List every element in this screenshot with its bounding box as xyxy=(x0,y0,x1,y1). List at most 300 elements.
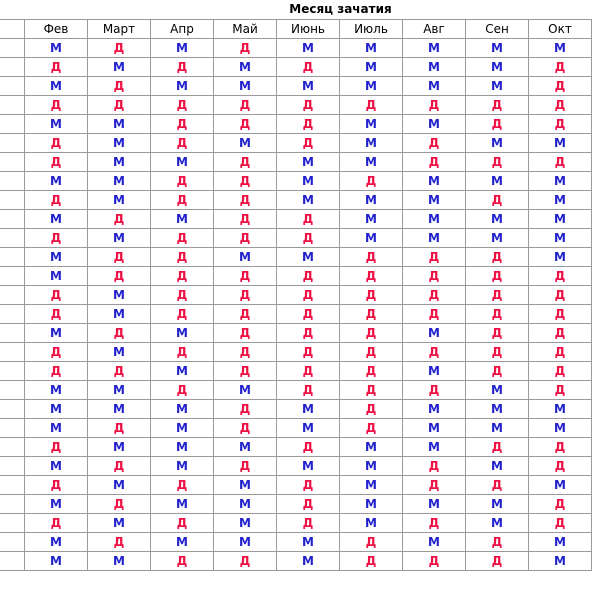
gender-cell: М xyxy=(403,362,466,381)
gender-cell: Д xyxy=(403,381,466,400)
gender-cell: М xyxy=(466,58,529,77)
month-header-may: Май xyxy=(214,20,277,39)
gender-cell: М xyxy=(529,229,592,248)
age-cell xyxy=(0,115,25,134)
gender-cell: Д xyxy=(466,153,529,172)
age-cell xyxy=(0,533,25,552)
gender-cell: Д xyxy=(277,362,340,381)
table-row xyxy=(0,476,592,495)
month-header-feb: Фев xyxy=(25,20,88,39)
gender-cell: М xyxy=(88,172,151,191)
gender-cell: М xyxy=(529,419,592,438)
gender-cell: Д xyxy=(466,267,529,286)
table-row xyxy=(0,248,592,267)
gender-cell: М xyxy=(529,248,592,267)
gender-cell: Д xyxy=(277,438,340,457)
gender-cell: Д xyxy=(340,267,403,286)
table-row xyxy=(0,96,592,115)
gender-cell: М xyxy=(88,552,151,571)
gender-cell: Д xyxy=(466,248,529,267)
gender-cell: Д xyxy=(340,552,403,571)
gender-cell: Д xyxy=(277,58,340,77)
table-row xyxy=(0,400,592,419)
gender-cell: М xyxy=(403,58,466,77)
gender-cell: Д xyxy=(25,438,88,457)
gender-cell: Д xyxy=(88,248,151,267)
age-cell xyxy=(0,39,25,58)
gender-cell: М xyxy=(529,400,592,419)
table-row xyxy=(0,533,592,552)
gender-cell: М xyxy=(88,134,151,153)
gender-cell: М xyxy=(151,533,214,552)
gender-cell: Д xyxy=(529,343,592,362)
gender-cell: Д xyxy=(340,362,403,381)
gender-cell: М xyxy=(151,210,214,229)
age-cell xyxy=(0,153,25,172)
gender-cell: Д xyxy=(88,267,151,286)
gender-cell: М xyxy=(25,324,88,343)
gender-cell: М xyxy=(466,457,529,476)
gender-cell: Д xyxy=(529,457,592,476)
gender-cell: М xyxy=(466,172,529,191)
gender-cell: Д xyxy=(88,533,151,552)
gender-cell: М xyxy=(340,438,403,457)
gender-cell: Д xyxy=(403,457,466,476)
gender-cell: Д xyxy=(88,324,151,343)
gender-cell: М xyxy=(340,210,403,229)
gender-cell: М xyxy=(340,134,403,153)
gender-cell: М xyxy=(403,324,466,343)
month-header-aug: Авг xyxy=(403,20,466,39)
age-cell xyxy=(0,96,25,115)
table-row xyxy=(0,324,592,343)
gender-cell: Д xyxy=(151,172,214,191)
gender-cell: М xyxy=(151,419,214,438)
table-row xyxy=(0,153,592,172)
gender-cell: Д xyxy=(214,115,277,134)
gender-cell: М xyxy=(25,381,88,400)
gender-cell: М xyxy=(340,39,403,58)
gender-table xyxy=(0,19,592,571)
gender-cell: Д xyxy=(214,305,277,324)
gender-cell: Д xyxy=(88,419,151,438)
table-row xyxy=(0,419,592,438)
gender-cell: М xyxy=(403,400,466,419)
gender-cell: М xyxy=(88,343,151,362)
gender-cell: М xyxy=(466,400,529,419)
table-row xyxy=(0,495,592,514)
gender-cell: Д xyxy=(151,115,214,134)
gender-cell: Д xyxy=(277,286,340,305)
gender-cell: Д xyxy=(340,343,403,362)
gender-cell: Д xyxy=(403,153,466,172)
age-cell xyxy=(0,172,25,191)
gender-cell: Д xyxy=(25,343,88,362)
gender-cell: Д xyxy=(466,343,529,362)
gender-cell: Д xyxy=(403,286,466,305)
table-row xyxy=(0,514,592,533)
gender-cell: М xyxy=(277,552,340,571)
table-row xyxy=(0,286,592,305)
gender-cell: Д xyxy=(151,476,214,495)
gender-cell: Д xyxy=(466,286,529,305)
gender-cell: М xyxy=(529,476,592,495)
gender-cell: Д xyxy=(466,324,529,343)
gender-cell: М xyxy=(25,552,88,571)
gender-cell: Д xyxy=(466,96,529,115)
gender-cell: Д xyxy=(340,286,403,305)
gender-cell: Д xyxy=(340,96,403,115)
gender-cell: М xyxy=(529,134,592,153)
gender-cell: Д xyxy=(466,191,529,210)
gender-cell: М xyxy=(340,514,403,533)
gender-cell: Д xyxy=(466,476,529,495)
gender-cell: Д xyxy=(277,324,340,343)
gender-cell: М xyxy=(340,229,403,248)
age-cell xyxy=(0,191,25,210)
gender-cell: М xyxy=(214,381,277,400)
gender-cell: Д xyxy=(25,96,88,115)
gender-cell: Д xyxy=(403,248,466,267)
gender-cell: Д xyxy=(214,229,277,248)
age-cell xyxy=(0,248,25,267)
age-cell xyxy=(0,495,25,514)
table-row xyxy=(0,58,592,77)
gender-cell: М xyxy=(277,248,340,267)
gender-cell: М xyxy=(403,438,466,457)
gender-cell: М xyxy=(214,438,277,457)
gender-cell: Д xyxy=(277,476,340,495)
gender-cell: М xyxy=(25,267,88,286)
age-cell xyxy=(0,552,25,571)
gender-cell: М xyxy=(25,533,88,552)
table-row xyxy=(0,39,592,58)
gender-cell: Д xyxy=(214,210,277,229)
gender-cell: Д xyxy=(277,381,340,400)
gender-cell: М xyxy=(466,514,529,533)
gender-cell: Д xyxy=(403,343,466,362)
gender-cell: Д xyxy=(277,229,340,248)
gender-cell: Д xyxy=(88,77,151,96)
gender-cell: М xyxy=(214,476,277,495)
gender-cell: Д xyxy=(214,419,277,438)
table-row xyxy=(0,210,592,229)
age-header-cell xyxy=(0,20,25,39)
gender-cell: Д xyxy=(466,438,529,457)
gender-cell: М xyxy=(403,210,466,229)
gender-cell: М xyxy=(88,514,151,533)
gender-cell: М xyxy=(214,514,277,533)
table-row xyxy=(0,457,592,476)
gender-cell: М xyxy=(277,77,340,96)
gender-cell: М xyxy=(214,495,277,514)
gender-cell: М xyxy=(340,495,403,514)
gender-cell: Д xyxy=(277,96,340,115)
gender-cell: М xyxy=(403,495,466,514)
gender-cell: М xyxy=(25,248,88,267)
gender-cell: Д xyxy=(151,229,214,248)
age-cell xyxy=(0,134,25,153)
gender-cell: М xyxy=(277,533,340,552)
gender-cell: Д xyxy=(25,153,88,172)
gender-cell: М xyxy=(151,362,214,381)
gender-cell: М xyxy=(466,495,529,514)
gender-cell: М xyxy=(88,305,151,324)
age-cell xyxy=(0,210,25,229)
gender-cell: Д xyxy=(151,96,214,115)
gender-cell: М xyxy=(403,419,466,438)
gender-cell: М xyxy=(214,533,277,552)
gender-cell: Д xyxy=(529,381,592,400)
gender-cell: М xyxy=(340,77,403,96)
gender-cell: М xyxy=(403,77,466,96)
gender-cell: Д xyxy=(340,172,403,191)
gender-cell: Д xyxy=(340,419,403,438)
gender-cell: М xyxy=(403,533,466,552)
gender-cell: Д xyxy=(214,39,277,58)
age-cell xyxy=(0,229,25,248)
gender-cell: М xyxy=(340,457,403,476)
gender-cell: Д xyxy=(529,438,592,457)
gender-cell: Д xyxy=(151,552,214,571)
gender-cell: Д xyxy=(88,495,151,514)
gender-cell: Д xyxy=(403,476,466,495)
gender-cell: Д xyxy=(25,58,88,77)
age-cell xyxy=(0,77,25,96)
gender-cell: Д xyxy=(340,305,403,324)
gender-cell: М xyxy=(277,400,340,419)
age-cell xyxy=(0,305,25,324)
gender-cell: М xyxy=(88,381,151,400)
gender-cell: М xyxy=(25,77,88,96)
gender-cell: М xyxy=(214,77,277,96)
gender-cell: М xyxy=(529,172,592,191)
gender-cell: Д xyxy=(529,153,592,172)
gender-cell: М xyxy=(529,533,592,552)
gender-cell: М xyxy=(277,191,340,210)
table-row xyxy=(0,77,592,96)
gender-cell: М xyxy=(151,438,214,457)
table-row xyxy=(0,438,592,457)
gender-cell: Д xyxy=(214,457,277,476)
gender-cell: М xyxy=(25,210,88,229)
gender-cell: М xyxy=(25,457,88,476)
gender-cell: М xyxy=(529,39,592,58)
table-row xyxy=(0,134,592,153)
gender-cell: Д xyxy=(277,514,340,533)
gender-cell: Д xyxy=(340,533,403,552)
gender-cell: Д xyxy=(340,381,403,400)
gender-cell: М xyxy=(403,172,466,191)
gender-cell: М xyxy=(466,381,529,400)
month-header-jul: Июль xyxy=(340,20,403,39)
age-cell xyxy=(0,400,25,419)
gender-cell: Д xyxy=(25,514,88,533)
gender-cell: Д xyxy=(214,400,277,419)
table-row xyxy=(0,381,592,400)
gender-cell: Д xyxy=(529,267,592,286)
age-cell xyxy=(0,476,25,495)
gender-cell: М xyxy=(277,172,340,191)
table-row xyxy=(0,172,592,191)
month-header-oct: Окт xyxy=(529,20,592,39)
table-row xyxy=(0,343,592,362)
gender-cell: Д xyxy=(403,96,466,115)
gender-cell: М xyxy=(529,210,592,229)
gender-cell: Д xyxy=(151,267,214,286)
gender-cell: Д xyxy=(466,305,529,324)
gender-cell: Д xyxy=(151,343,214,362)
gender-cell: М xyxy=(25,115,88,134)
gender-cell: Д xyxy=(88,362,151,381)
gender-cell: Д xyxy=(214,96,277,115)
gender-cell: М xyxy=(151,77,214,96)
gender-cell: Д xyxy=(403,267,466,286)
gender-cell: Д xyxy=(529,96,592,115)
month-header-jun: Июнь xyxy=(277,20,340,39)
gender-cell: М xyxy=(88,476,151,495)
gender-cell: М xyxy=(88,229,151,248)
gender-cell: Д xyxy=(403,134,466,153)
gender-cell: Д xyxy=(25,229,88,248)
gender-cell: Д xyxy=(214,267,277,286)
gender-cell: М xyxy=(340,58,403,77)
conception-month-caption: Месяц зачатия xyxy=(289,2,392,16)
gender-cell: Д xyxy=(151,191,214,210)
gender-cell: М xyxy=(529,552,592,571)
table-row xyxy=(0,305,592,324)
gender-cell: Д xyxy=(214,362,277,381)
gender-cell: Д xyxy=(277,343,340,362)
table-body xyxy=(0,39,592,571)
table-row xyxy=(0,115,592,134)
gender-cell: М xyxy=(466,77,529,96)
age-cell xyxy=(0,362,25,381)
gender-cell: М xyxy=(277,153,340,172)
table-row xyxy=(0,267,592,286)
gender-cell: Д xyxy=(529,305,592,324)
month-header-mar: Март xyxy=(88,20,151,39)
gender-cell: М xyxy=(466,229,529,248)
gender-cell: Д xyxy=(466,362,529,381)
gender-cell: Д xyxy=(529,77,592,96)
gender-cell: Д xyxy=(151,58,214,77)
gender-cell: М xyxy=(529,191,592,210)
table-row xyxy=(0,191,592,210)
gender-cell: Д xyxy=(88,457,151,476)
age-cell xyxy=(0,343,25,362)
gender-cell: Д xyxy=(25,362,88,381)
month-header-sep: Сен xyxy=(466,20,529,39)
gender-cell: М xyxy=(88,191,151,210)
gender-cell: М xyxy=(151,39,214,58)
gender-cell: М xyxy=(277,457,340,476)
gender-cell: М xyxy=(466,210,529,229)
gender-cell: Д xyxy=(151,305,214,324)
gender-cell: М xyxy=(151,457,214,476)
gender-cell: М xyxy=(25,172,88,191)
gender-cell: М xyxy=(403,39,466,58)
age-cell xyxy=(0,457,25,476)
gender-cell: Д xyxy=(214,343,277,362)
gender-cell: М xyxy=(88,438,151,457)
gender-cell: Д xyxy=(25,286,88,305)
gender-cell: Д xyxy=(340,400,403,419)
age-cell xyxy=(0,438,25,457)
gender-cell: М xyxy=(88,153,151,172)
age-cell xyxy=(0,324,25,343)
gender-cell: Д xyxy=(529,286,592,305)
age-cell xyxy=(0,267,25,286)
gender-cell: Д xyxy=(214,552,277,571)
gender-cell: Д xyxy=(277,115,340,134)
gender-cell: М xyxy=(403,191,466,210)
gender-cell: Д xyxy=(529,58,592,77)
gender-cell: М xyxy=(466,419,529,438)
gender-cell: М xyxy=(340,191,403,210)
gender-cell: Д xyxy=(88,96,151,115)
gender-cell: М xyxy=(25,495,88,514)
gender-cell: Д xyxy=(403,552,466,571)
gender-cell: Д xyxy=(277,305,340,324)
gender-cell: Д xyxy=(277,267,340,286)
gender-cell: М xyxy=(340,115,403,134)
gender-cell: Д xyxy=(88,210,151,229)
age-cell xyxy=(0,514,25,533)
gender-cell: Д xyxy=(529,495,592,514)
table-row xyxy=(0,552,592,571)
gender-cell: М xyxy=(88,286,151,305)
gender-cell: Д xyxy=(151,286,214,305)
gender-cell: Д xyxy=(529,115,592,134)
gender-cell: Д xyxy=(25,191,88,210)
gender-cell: М xyxy=(151,400,214,419)
age-cell xyxy=(0,419,25,438)
table-row xyxy=(0,229,592,248)
gender-cell: Д xyxy=(277,210,340,229)
gender-cell: Д xyxy=(529,514,592,533)
gender-cell: М xyxy=(25,39,88,58)
gender-cell: Д xyxy=(214,324,277,343)
gender-cell: М xyxy=(277,39,340,58)
gender-cell: Д xyxy=(529,324,592,343)
gender-cell: М xyxy=(214,248,277,267)
gender-cell: Д xyxy=(466,552,529,571)
age-cell xyxy=(0,58,25,77)
gender-cell: М xyxy=(340,476,403,495)
gender-cell: М xyxy=(88,400,151,419)
gender-cell: М xyxy=(88,115,151,134)
gender-cell: Д xyxy=(214,153,277,172)
gender-cell: М xyxy=(277,419,340,438)
gender-cell: Д xyxy=(340,248,403,267)
gender-cell: Д xyxy=(88,39,151,58)
gender-cell: Д xyxy=(466,115,529,134)
gender-cell: М xyxy=(214,134,277,153)
gender-cell: Д xyxy=(403,514,466,533)
gender-cell: Д xyxy=(277,495,340,514)
gender-cell: Д xyxy=(25,134,88,153)
gender-cell: Д xyxy=(25,476,88,495)
gender-cell: Д xyxy=(340,324,403,343)
gender-cell: Д xyxy=(25,305,88,324)
gender-cell: Д xyxy=(277,134,340,153)
gender-cell: Д xyxy=(466,533,529,552)
gender-cell: М xyxy=(403,229,466,248)
gender-cell: Д xyxy=(214,172,277,191)
gender-cell: М xyxy=(214,58,277,77)
month-header-apr: Апр xyxy=(151,20,214,39)
